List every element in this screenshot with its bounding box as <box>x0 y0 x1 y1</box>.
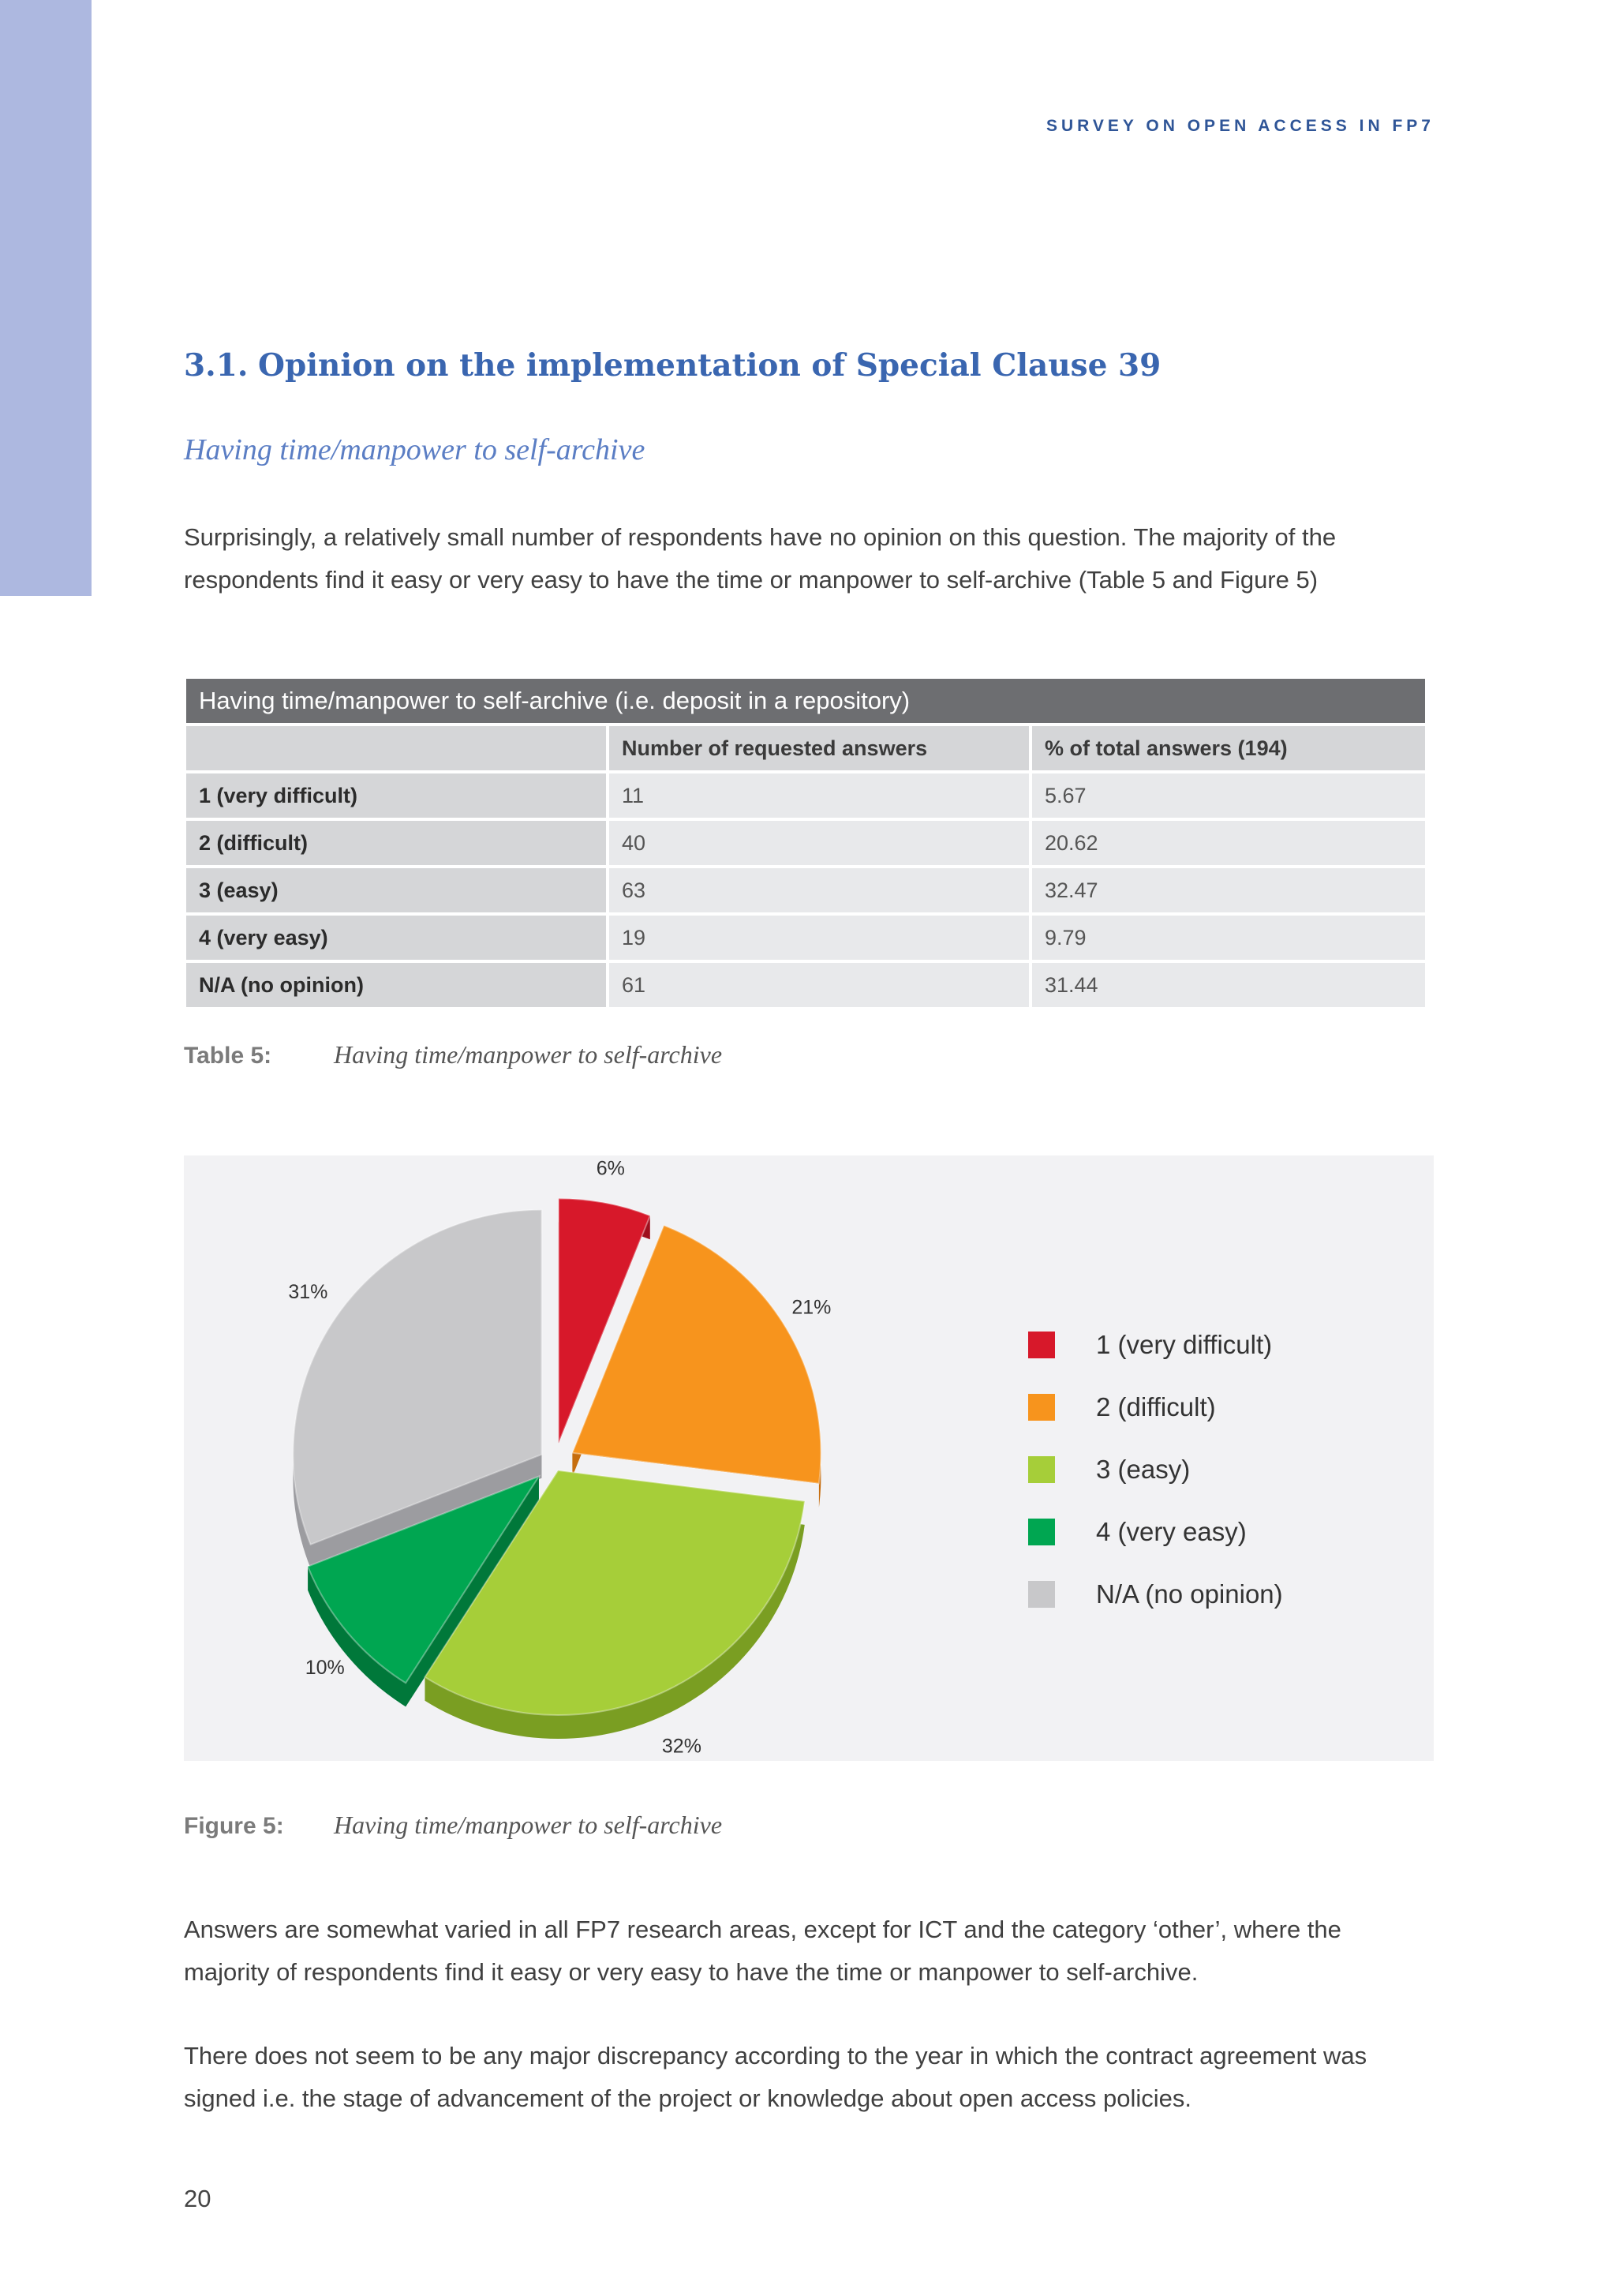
paragraph-research-areas: Answers are somewhat varied in all FP7 research areas, except for ICT and the category ‘other’, where the majority of respondents find it easy or very easy to have the time or manpower to self-archive. <box>184 1916 1341 1986</box>
legend-label: 4 (very easy) <box>1096 1516 1247 1546</box>
row-label: 4 (very easy) <box>186 916 606 960</box>
section-number: 3.1. <box>184 347 249 384</box>
figure-caption-label: Figure 5: <box>184 1813 284 1839</box>
table-caption <box>184 1040 722 1069</box>
row-percent: 5.67 <box>1032 773 1425 818</box>
table-caption-label: Table 5: <box>184 1043 272 1069</box>
legend-label: 3 (easy) <box>1096 1454 1191 1484</box>
legend-item-no-opinion <box>1028 1563 1283 1625</box>
slice-label-very-easy: 10% <box>305 1657 345 1680</box>
table-row <box>186 773 1425 818</box>
legend-item-very-difficult <box>1028 1313 1283 1376</box>
results-table <box>183 676 1428 1010</box>
table-row <box>186 821 1425 865</box>
pie-chart <box>184 1155 973 1761</box>
table-row <box>186 916 1425 960</box>
intro-paragraph: Surprisingly, a relatively small number of respondents have no opinion on this question. The majority of the respondents find it easy or very easy to have the time or manpower to self-archive (Table 5 and Figure 5) <box>184 523 1337 594</box>
paragraph-discrepancy: There does not seem to be any major discrepancy according to the year in which the contract agreement was signed i.e. the stage of advancement of the project or knowledge about open access policies. <box>184 2042 1367 2112</box>
row-label: 3 (easy) <box>186 868 606 912</box>
slice-label-easy: 32% <box>661 1735 701 1758</box>
legend-label: 1 (very difficult) <box>1096 1329 1273 1359</box>
legend-swatch <box>1028 1394 1055 1421</box>
table-header-count: Number of requested answers <box>609 726 1029 770</box>
table-caption-text: Having time/manpower to self-archive <box>334 1040 723 1069</box>
legend-label: N/A (no opinion) <box>1096 1579 1283 1609</box>
legend-label: 2 (difficult) <box>1096 1391 1216 1421</box>
table-header-cell <box>186 726 606 770</box>
table-heading: Having time/manpower to self-archive (i.e. deposit in a repository) <box>186 679 1425 723</box>
row-percent: 32.47 <box>1032 868 1425 912</box>
side-color-band <box>0 0 92 596</box>
row-count: 40 <box>609 821 1029 865</box>
row-percent: 9.79 <box>1032 916 1425 960</box>
legend-item-easy <box>1028 1438 1283 1500</box>
legend-swatch <box>1028 1581 1055 1608</box>
figure-caption <box>184 1811 722 1840</box>
section-title <box>184 347 1161 384</box>
legend-swatch <box>1028 1332 1055 1358</box>
legend-swatch <box>1028 1519 1055 1545</box>
legend-item-difficult <box>1028 1376 1283 1438</box>
subheading: Having time/manpower to self-archive <box>184 433 645 466</box>
legend-item-very-easy <box>1028 1500 1283 1563</box>
row-label: 2 (difficult) <box>186 821 606 865</box>
row-count: 61 <box>609 963 1029 1007</box>
pie-chart-panel <box>184 1155 1434 1761</box>
section-title-text: Opinion on the implementation of Special Clause 39 <box>258 347 1162 384</box>
table-header-percent: % of total answers (194) <box>1032 726 1425 770</box>
legend-swatch <box>1028 1456 1055 1483</box>
running-header: SURVEY ON OPEN ACCESS IN FP7 <box>1046 117 1435 135</box>
row-label: N/A (no opinion) <box>186 963 606 1007</box>
row-count: 11 <box>609 773 1029 818</box>
row-label: 1 (very difficult) <box>186 773 606 818</box>
row-percent: 20.62 <box>1032 821 1425 865</box>
chart-legend <box>1028 1313 1283 1625</box>
row-count: 19 <box>609 916 1029 960</box>
table-row <box>186 868 1425 912</box>
slice-label-no-opinion: 31% <box>288 1280 328 1303</box>
row-percent: 31.44 <box>1032 963 1425 1007</box>
slice-label-very-difficult: 6% <box>596 1157 625 1180</box>
table-row <box>186 963 1425 1007</box>
page-number: 20 <box>184 2185 211 2212</box>
slice-label-difficult: 21% <box>791 1296 832 1319</box>
row-count: 63 <box>609 868 1029 912</box>
figure-caption-text: Having time/manpower to self-archive <box>334 1811 723 1839</box>
